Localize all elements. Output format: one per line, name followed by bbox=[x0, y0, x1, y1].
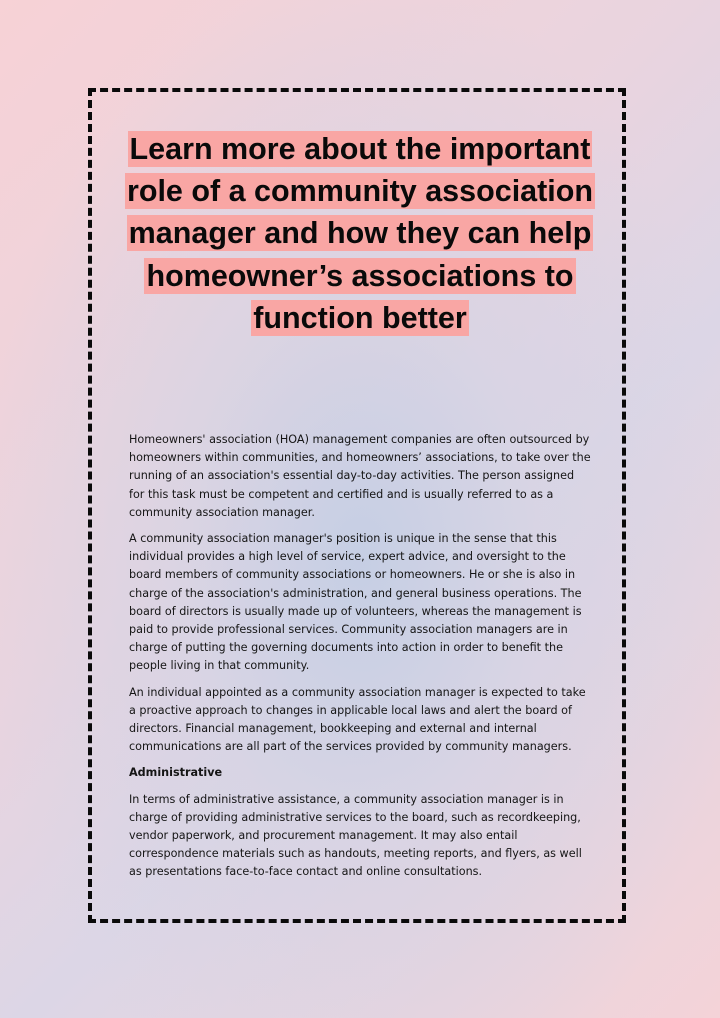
article-body bbox=[129, 431, 591, 890]
section-heading-administrative: Administrative bbox=[129, 766, 223, 780]
paragraph-administrative: In terms of administrative assistance, a community association manager is in charge of providing administrative services to the board, such as recordkeeping, vendor paperwork, and procurement management. It may also entail correspondence materials such as handouts, meeting reports, and flyers, as well as presentations face-to-face contact and online consultations. bbox=[129, 792, 582, 879]
paragraph-role: A community association manager's position is unique in the sense that this individual provides a high level of service, expert advice, and oversight to the board members of community associations or homeowners. He or she is also in charge of the association's administration, and general business operations. The board of directors is usually made up of volunteers, whereas the management is paid to provide professional services. Community association managers are in charge of putting the governing documents into action in order to benefit the people living in that community. bbox=[129, 532, 582, 673]
paragraph-duties: An individual appointed as a community association manager is expected to take a proactive approach to changes in applicable local laws and alert the board of directors. Financial management, bookkeeping and external and internal communications are all part of the services provided by community managers. bbox=[129, 685, 586, 754]
title-highlight: Learn more about the important role of a community association manager and how they can help homeowner’s associations to function better bbox=[126, 132, 594, 335]
paragraph-intro: Homeowners' association (HOA) management companies are often outsourced by homeowners within communities, and homeowners’ associations, to take over the running of an association's essential day-to-day activities. The person assigned for this task must be competent and certified and is usually referred to as a community association manager. bbox=[129, 433, 591, 519]
page-title bbox=[120, 128, 600, 339]
